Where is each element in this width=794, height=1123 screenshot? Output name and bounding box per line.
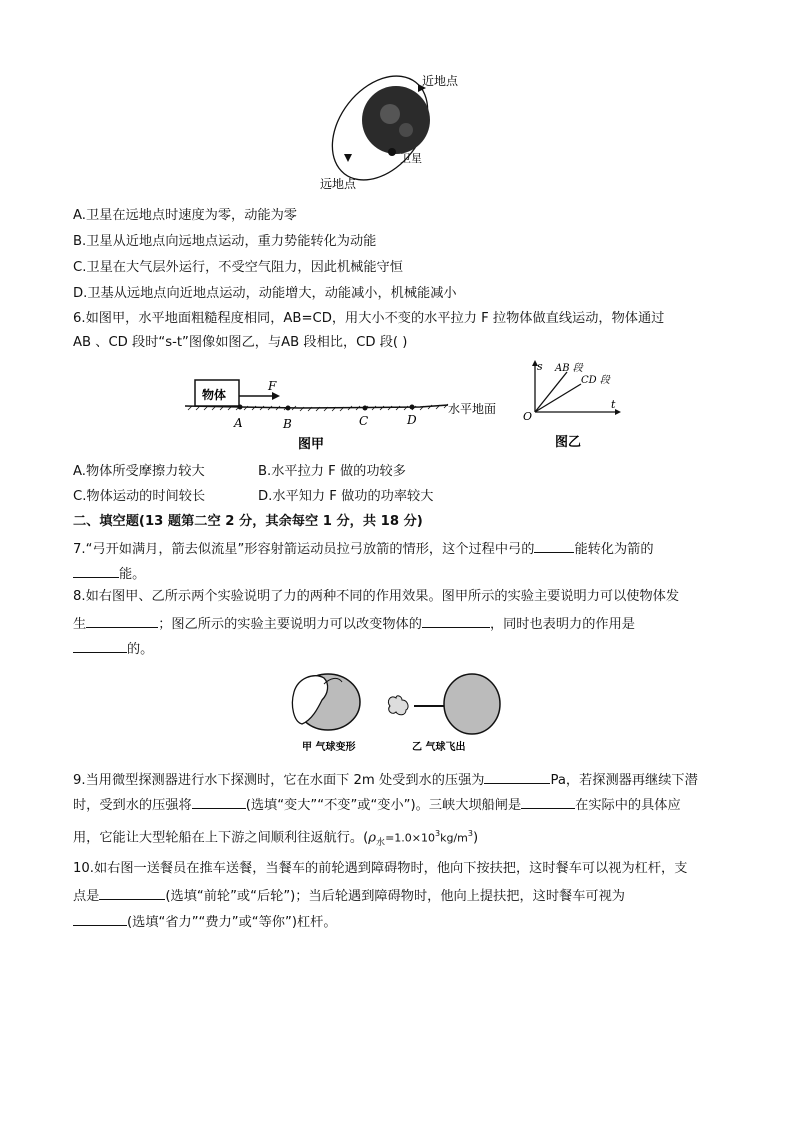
- q10-line1: 10.如右图一送餐员在推车送餐，当餐车的前轮遇到障碍物时，他向下按扶把，这时餐车可以视为杠杆，支: [73, 861, 688, 876]
- satellite-dot: [388, 148, 396, 156]
- orbit-figure: [310, 68, 480, 194]
- q8-blank-2[interactable]: [422, 613, 490, 628]
- q6-option-d: D.水平知力 F 做功的功率较大: [258, 489, 434, 504]
- cd-line: [535, 384, 581, 412]
- apogee-label: 远地点: [320, 177, 357, 191]
- figure-jia: [180, 372, 500, 452]
- satellite-label: 卫星: [400, 152, 422, 165]
- q10-blank-1[interactable]: [99, 885, 165, 900]
- q7-text-b: 能转化为箭的: [574, 542, 654, 557]
- q9-line2: 时，受到水的压强将 (选填“变大”“不变”或“变小”)。三峡大坝船闸是 在实际中的具体应: [73, 794, 681, 815]
- q10-blank-2[interactable]: [73, 911, 127, 926]
- balloon-figure: [284, 670, 506, 758]
- balloon-right: [444, 674, 500, 734]
- q7-blank-1[interactable]: [534, 538, 574, 553]
- force-label: F: [268, 379, 277, 393]
- q9-blank-1[interactable]: [484, 769, 550, 784]
- q7-blank-2[interactable]: [73, 563, 119, 578]
- q7-text-a: 7.“弓开如满月，箭去似流星”形容射箭运动员拉弓放箭的情形，这个过程中弓的: [73, 542, 535, 557]
- point-a-label: A: [234, 416, 243, 430]
- caption-jia: 甲 气球变形: [302, 742, 356, 753]
- figure-yi: [515, 358, 625, 454]
- origin-label: O: [523, 410, 533, 423]
- q5-option-a: A.卫星在远地点时速度为零，动能为零: [73, 208, 297, 223]
- q6-option-c: C.物体运动的时间较长: [73, 489, 206, 504]
- point-b-label: B: [283, 417, 292, 431]
- puff-cloud: [388, 696, 408, 715]
- q7-line1: [73, 538, 654, 559]
- q8-line2: 生 ；图乙所示的实验主要说明力可以改变物体的 ，同时也表明力的作用是: [73, 613, 635, 634]
- figure-jia-caption: 图甲: [298, 437, 325, 452]
- object-label: 物体: [202, 388, 227, 402]
- q10-line3: (选填“省力”“费力”或“等你”)杠杆。: [73, 911, 337, 932]
- rho-symbol: ρ: [368, 830, 377, 846]
- q10-line2: 点是 (选填“前轮”或“后轮”)；当后轮遇到障碍物时，他向上提扶把，这时餐车可视为: [73, 885, 625, 906]
- orbit-arrow-left: [344, 154, 352, 162]
- q8-blank-3[interactable]: [73, 638, 127, 653]
- t-axis-label: t: [611, 398, 616, 411]
- q5-option-b: B.卫星从近地点向远地点运动，重力势能转化为动能: [73, 234, 377, 249]
- q6-option-b: B.水平拉力 F 做的功较多: [258, 464, 406, 479]
- q9-line3: 用，它能让大型轮船在上下游之间顺利往返航行。$(\rho_水=1.0\times 10^3kg/m^3)$: [73, 829, 479, 849]
- ab-line-label: AB 段: [555, 363, 583, 374]
- section-2-title: 二、填空题(13 题第二空 2 分，其余每空 1 分，共 18 分): [73, 514, 423, 529]
- q8-blank-1[interactable]: [86, 613, 158, 628]
- ab-line: [535, 372, 567, 412]
- q8-line3: 的。: [73, 638, 153, 659]
- q6-stem-line2: AB 、CD 段时“s-t”图像如图乙，与AB 段相比，CD 段( ): [73, 335, 408, 350]
- q6-option-a: A.物体所受摩擦力较大: [73, 464, 205, 479]
- q7-line2: [73, 563, 145, 584]
- q5-option-c: C.卫星在大气层外运行，不受空气阻力，因此机械能守恒: [73, 260, 403, 275]
- figure-yi-caption: 图乙: [555, 435, 582, 450]
- q9-line1: 9.当用微型探测器进行水下探测时，它在水面下 2m 处受到水的压强为 Pa，若探测器再继续下潜: [73, 769, 698, 790]
- caption-yi: 乙 气球飞出: [412, 742, 466, 753]
- point-c-label: C: [359, 414, 369, 428]
- ground-label: 水平地面: [448, 402, 497, 416]
- q9-blank-3[interactable]: [521, 794, 575, 809]
- q7-text-c: 能。: [119, 567, 146, 582]
- q6-stem-line1: 6.如图甲，水平地面粗糙程度相同，AB=CD，用大小不变的水平拉力 F 拉物体做直线运动，物体通过: [73, 311, 665, 326]
- q9-blank-2[interactable]: [192, 794, 246, 809]
- point-d-label: D: [407, 413, 417, 427]
- q8-line1: 8.如右图甲、乙所示两个实验说明了力的两种不同的作用效果。图甲所示的实验主要说明力可以使物体发: [73, 589, 680, 604]
- s-axis-label: s: [537, 360, 543, 373]
- q5-option-d: D.卫基从远地点向近地点运动，动能增大，动能减小，机械能减小: [73, 286, 457, 301]
- perigee-label: 近地点: [422, 74, 459, 88]
- cd-line-label: CD 段: [581, 375, 610, 386]
